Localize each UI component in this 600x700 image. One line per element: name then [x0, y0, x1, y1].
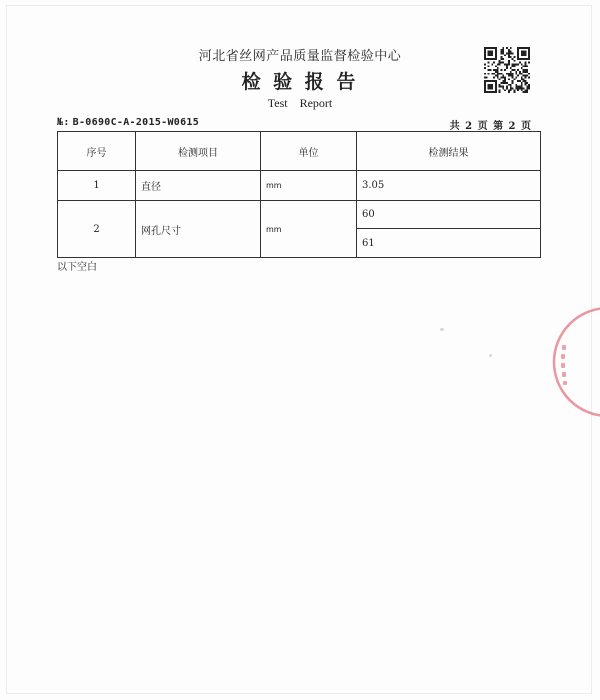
- row-test-item: 网孔尺寸: [136, 201, 261, 258]
- seal-ring: [554, 308, 600, 416]
- header-unit: 单位: [261, 132, 357, 171]
- report-number: [57, 117, 199, 128]
- table-header-row: [58, 132, 541, 171]
- page-count: 共 2 页 第 2 页: [449, 121, 532, 132]
- row-unit: mm: [261, 201, 357, 258]
- header-test-result: 检测结果: [357, 132, 541, 171]
- report-subtitle: Test Report: [267, 96, 333, 110]
- row-test-item: 直径: [136, 171, 261, 201]
- row-result: 60: [357, 201, 541, 229]
- row-result: 3.05: [357, 171, 541, 201]
- scan-speck: [440, 328, 444, 331]
- report-number-label: №:: [57, 117, 70, 128]
- table-row: [58, 201, 541, 229]
- row-unit: mm: [261, 171, 357, 201]
- report-number-value: B-0690C-A-2015-W0615: [72, 117, 200, 128]
- official-seal-stamp: [548, 305, 600, 420]
- blank-below-note: 以下空白: [57, 262, 97, 273]
- row-result: 61: [357, 229, 541, 258]
- report-title: 检 验 报 告: [241, 71, 359, 93]
- seal-marks: [561, 345, 567, 385]
- qr-code-icon: [484, 47, 530, 93]
- table-row: [58, 171, 541, 201]
- qr-modules: [484, 47, 530, 93]
- scan-speck: [489, 354, 492, 357]
- organization-name: 河北省丝网产品质量监督检验中心: [198, 49, 402, 64]
- header-test-item: 检测项目: [136, 132, 261, 171]
- row-serial-no: 1: [58, 171, 136, 201]
- header-serial-no: 序号: [58, 132, 136, 171]
- test-results-table: [57, 131, 541, 258]
- row-serial-no: 2: [58, 201, 136, 258]
